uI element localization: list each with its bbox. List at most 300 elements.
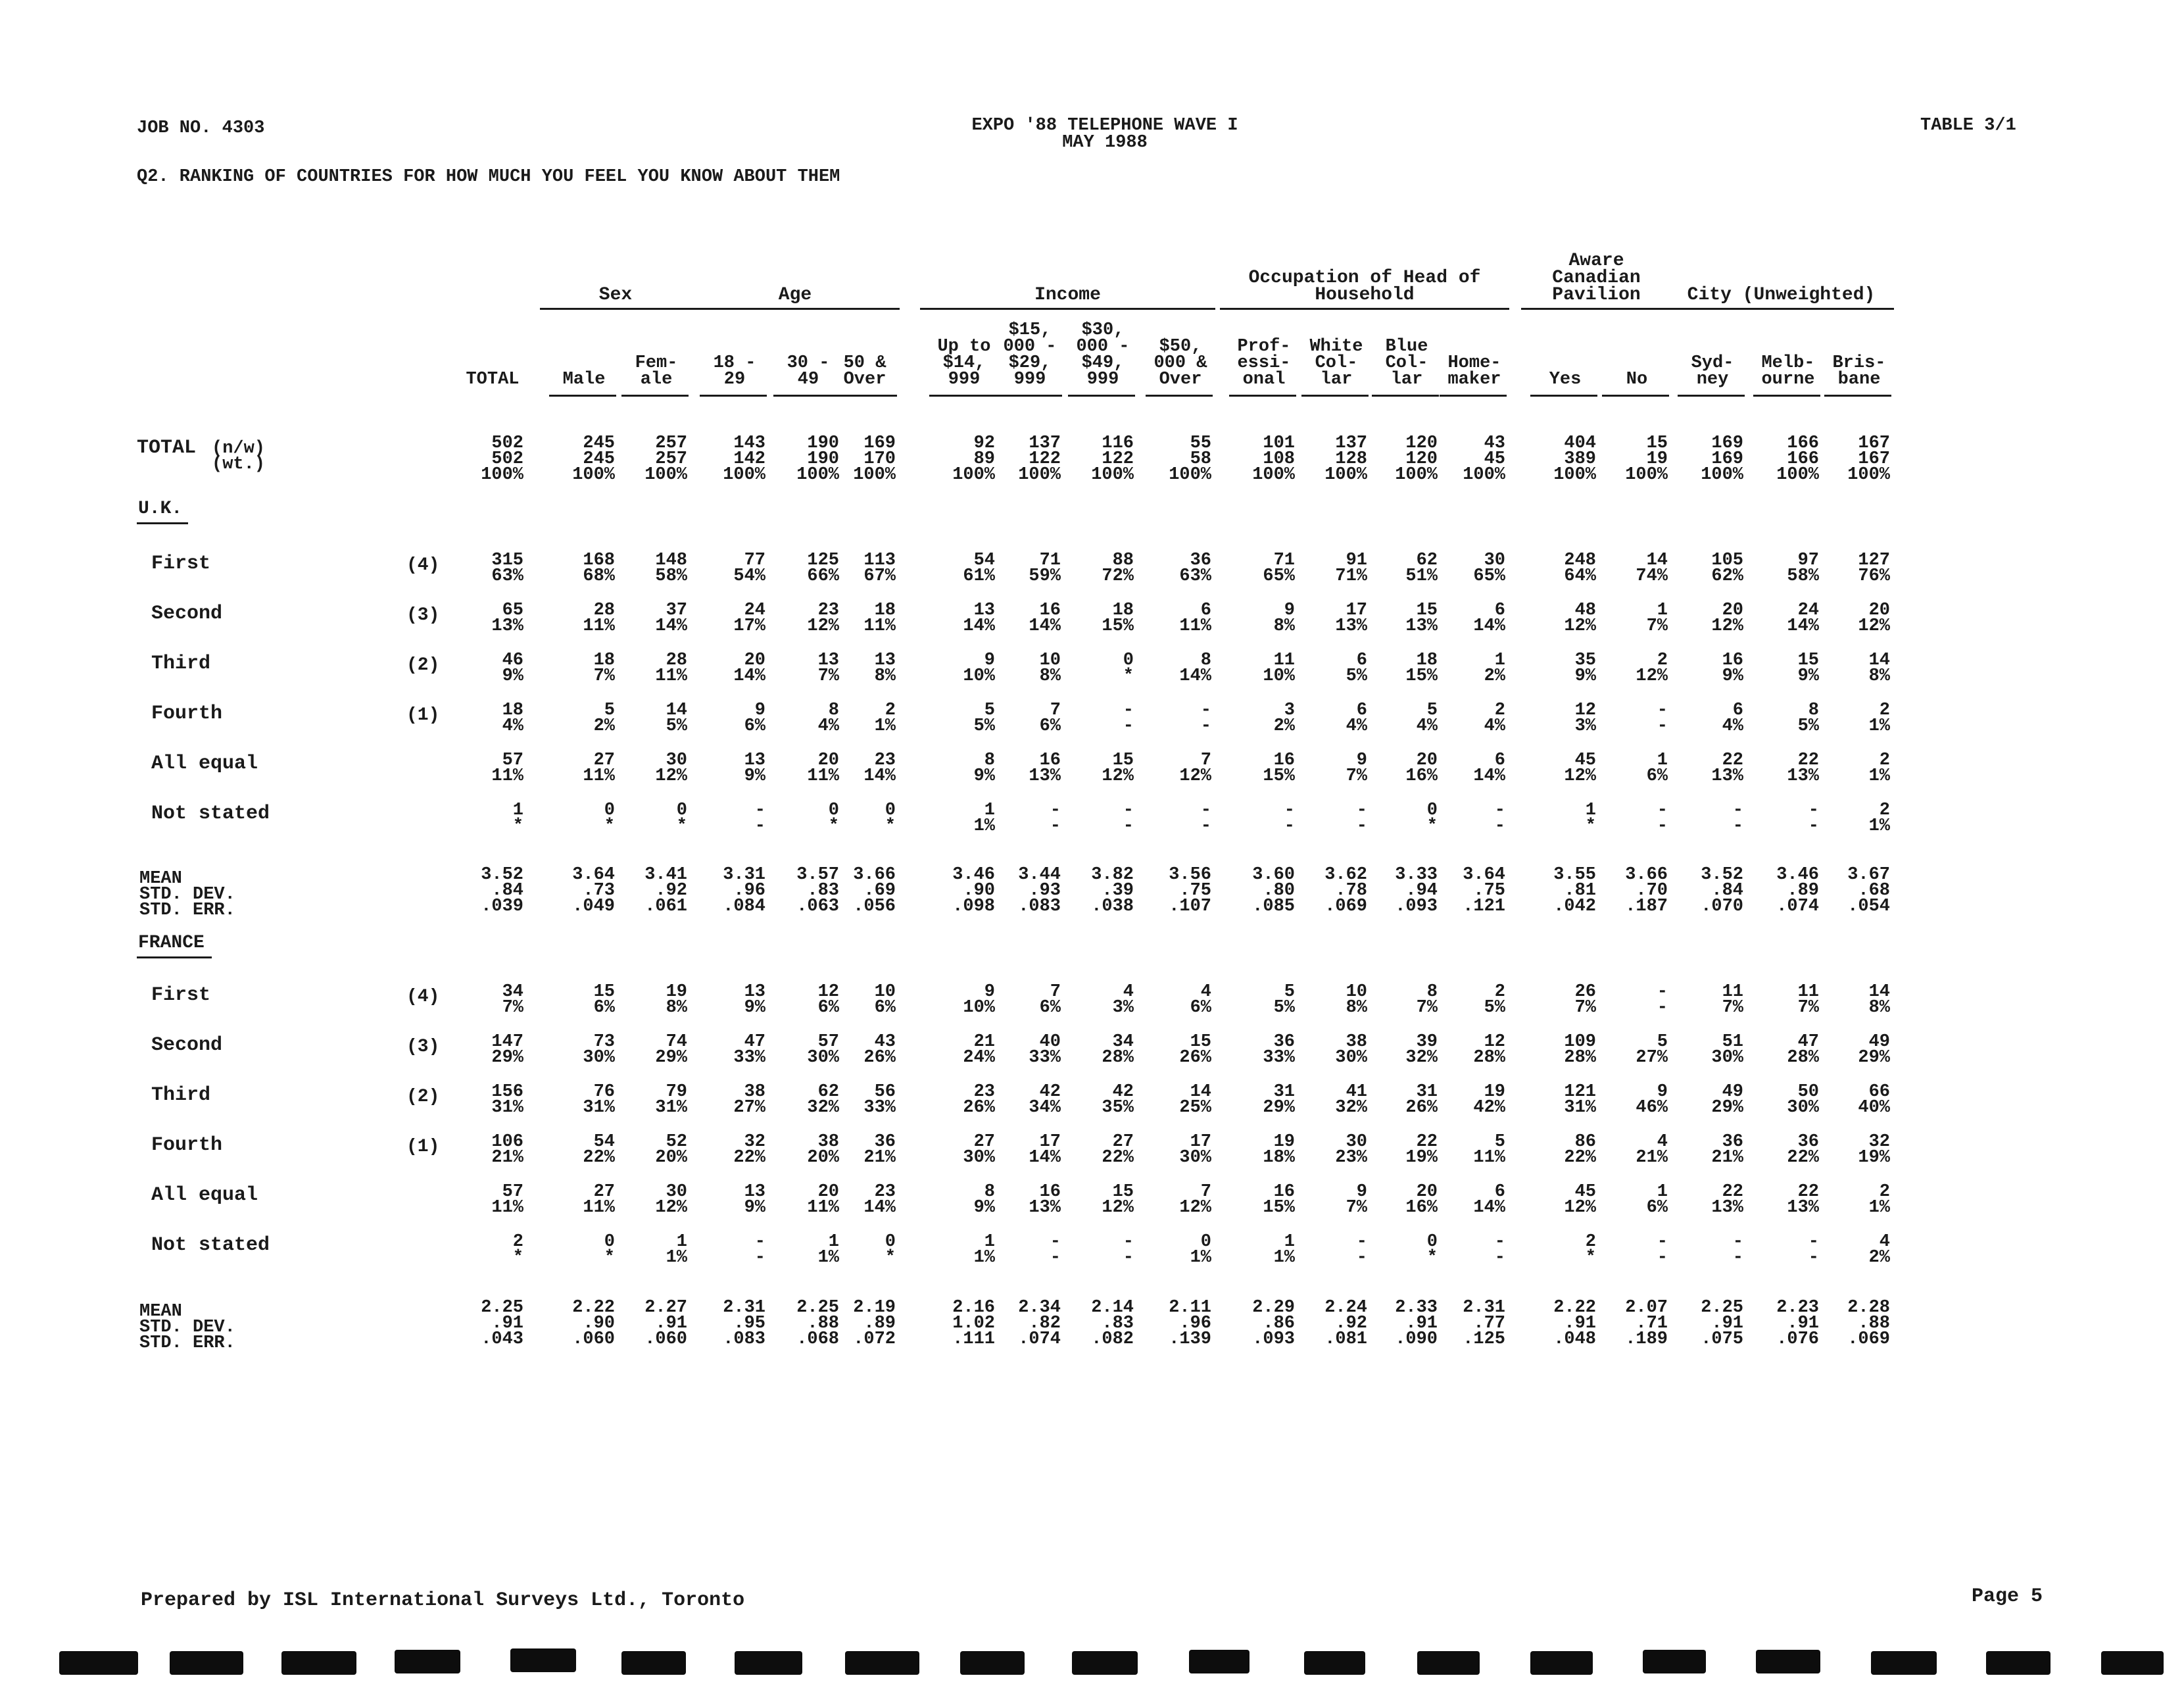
prepared-by: Prepared by ISL International Surveys Ltd., Toronto [141, 1589, 745, 1612]
data-cell: 19 18% [1263, 1132, 1295, 1168]
data-cell: 38 30% [1335, 1032, 1367, 1068]
group-underline [1521, 308, 1672, 310]
data-cell: 121 31% [1564, 1082, 1596, 1118]
column-underline [830, 395, 897, 397]
data-cell: 16 13% [1029, 751, 1061, 786]
column-header: Blue Col- lar [1385, 337, 1428, 389]
data-cell: 7 12% [1179, 751, 1211, 786]
data-cell: 16 14% [1029, 601, 1061, 636]
total-cell: 257 257 100% [644, 433, 687, 485]
data-cell: 49 29% [1711, 1082, 1743, 1118]
data-cell: 28 11% [583, 601, 615, 636]
data-cell: 27 30% [963, 1132, 995, 1168]
stats-cell: 2.25 .88 .068 [796, 1298, 839, 1349]
data-cell: 5 27% [1636, 1032, 1668, 1068]
column-header: TOTAL [466, 370, 520, 389]
data-cell: 4 2% [1868, 1232, 1890, 1268]
data-cell: 1 1% [1273, 1232, 1295, 1268]
data-cell: 106 21% [491, 1132, 523, 1168]
data-cell: 97 58% [1787, 551, 1819, 586]
data-cell: 57 11% [491, 1182, 523, 1218]
row-code: (4) [406, 987, 440, 1007]
data-cell: 9 8% [1273, 601, 1295, 636]
stats-cell: 3.56 .75 .107 [1169, 865, 1211, 916]
data-cell: 7 12% [1179, 1182, 1211, 1218]
sprocket-marks [0, 1645, 2184, 1684]
data-cell: 14 5% [666, 701, 687, 736]
data-cell: 38 27% [733, 1082, 765, 1118]
data-cell: 24 17% [733, 601, 765, 636]
data-cell: 42 34% [1029, 1082, 1061, 1118]
data-cell: 10 8% [1346, 982, 1367, 1018]
data-cell: 51 30% [1711, 1032, 1743, 1068]
total-cell: 143 142 100% [723, 433, 765, 485]
stats-cell: 2.29 .86 .093 [1252, 1298, 1295, 1349]
column-header: Up to $14, 999 [937, 337, 991, 389]
data-cell: 127 76% [1858, 551, 1890, 586]
column-header: $50, 000 & Over [1153, 337, 1207, 389]
data-cell: 30 23% [1335, 1132, 1367, 1168]
total-cell: 116 122 100% [1091, 433, 1134, 485]
data-cell: - - [1200, 701, 1211, 736]
data-cell: 7 6% [1039, 701, 1061, 736]
total-cell: 190 190 100% [796, 433, 839, 485]
data-cell: 54 61% [963, 551, 995, 586]
row-label: Not stated [151, 803, 270, 825]
data-cell: 65 13% [491, 601, 523, 636]
stats-cell: 3.62 .78 .069 [1324, 865, 1367, 916]
data-cell: 77 54% [733, 551, 765, 586]
row-code: (2) [406, 1087, 440, 1107]
data-cell: 30 12% [655, 1182, 687, 1218]
column-underline [549, 395, 616, 397]
row-label: All equal [151, 1184, 258, 1206]
data-cell: 4 21% [1636, 1132, 1668, 1168]
page-number: Page 5 [1972, 1585, 2043, 1608]
group-header: Occupation of Head of Household [1248, 268, 1481, 305]
data-cell: 5 11% [1473, 1132, 1505, 1168]
data-cell: 18 15% [1405, 651, 1438, 686]
data-cell: 5 2% [593, 701, 615, 736]
data-cell: 36 21% [1711, 1132, 1743, 1168]
data-cell: - - [1732, 801, 1743, 836]
data-cell: 36 21% [863, 1132, 896, 1168]
row-code: (1) [406, 1137, 440, 1157]
stats-cell: 2.22 .90 .060 [572, 1298, 615, 1349]
stats-cell: 2.31 .77 .125 [1463, 1298, 1505, 1349]
data-cell: 2 5% [1484, 982, 1505, 1018]
column-header: Home- maker [1447, 353, 1501, 389]
group-underline [540, 308, 691, 310]
data-cell: 20 12% [1711, 601, 1743, 636]
data-cell: 147 29% [491, 1032, 523, 1068]
data-cell: - - [1494, 1232, 1505, 1268]
data-cell: - - [1808, 1232, 1819, 1268]
data-cell: 105 62% [1711, 551, 1743, 586]
data-cell: 11 7% [1797, 982, 1819, 1018]
data-cell: 48 12% [1564, 601, 1596, 636]
stats-cell: 3.66 .70 .187 [1625, 865, 1668, 916]
total-cell: 502 502 100% [481, 433, 523, 485]
data-cell: 62 51% [1405, 551, 1438, 586]
total-cell: 92 89 100% [952, 433, 995, 485]
data-cell: 23 26% [963, 1082, 995, 1118]
data-cell: 71 59% [1029, 551, 1061, 586]
column-underline [700, 395, 767, 397]
stats-cell: 3.41 .92 .061 [644, 865, 687, 916]
total-cell: 101 108 100% [1252, 433, 1295, 485]
data-cell: - - [1657, 982, 1668, 1018]
stats-cell: 3.55 .81 .042 [1553, 865, 1596, 916]
data-cell: 125 66% [807, 551, 839, 586]
data-cell: 18 4% [502, 701, 523, 736]
column-underline [1678, 395, 1745, 397]
stats-cell: 3.64 .75 .121 [1463, 865, 1505, 916]
data-cell: 15 13% [1405, 601, 1438, 636]
column-header: 30 - 49 [787, 353, 830, 389]
group-header: Income [1034, 285, 1101, 305]
data-cell: 79 31% [655, 1082, 687, 1118]
stats-cell: 2.31 .95 .083 [723, 1298, 765, 1349]
data-cell: 52 20% [655, 1132, 687, 1168]
stats-labels: MEAN STD. DEV. STD. ERR. [139, 869, 235, 920]
section-underline [137, 522, 188, 524]
data-cell: 34 28% [1102, 1032, 1134, 1068]
report-date: MAY 1988 [1062, 133, 1148, 153]
data-cell: 27 11% [583, 751, 615, 786]
stats-cell: 2.07 .71 .189 [1625, 1298, 1668, 1349]
data-cell: 8 14% [1179, 651, 1211, 686]
data-cell: 4 3% [1112, 982, 1134, 1018]
data-cell: 6 11% [1179, 601, 1211, 636]
stats-cell: 3.67 .68 .054 [1847, 865, 1890, 916]
data-cell: 57 11% [491, 751, 523, 786]
total-label: TOTAL [137, 437, 197, 459]
column-underline [621, 395, 689, 397]
data-cell: 1 7% [1646, 601, 1668, 636]
data-cell: - - [1050, 801, 1061, 836]
data-cell: - - [1123, 701, 1134, 736]
data-cell: 40 33% [1029, 1032, 1061, 1068]
total-cell: 137 122 100% [1018, 433, 1061, 485]
data-cell: 12 3% [1574, 701, 1596, 736]
data-cell: 0 * [885, 801, 896, 836]
data-cell: 22 13% [1711, 751, 1743, 786]
stats-cell: 3.33 .94 .093 [1395, 865, 1438, 916]
data-cell: 56 33% [863, 1082, 896, 1118]
data-cell: 1 6% [1646, 751, 1668, 786]
section-title: FRANCE [138, 933, 205, 953]
data-cell: 10 6% [874, 982, 896, 1018]
data-cell: 7 6% [1039, 982, 1061, 1018]
data-cell: 0 * [676, 801, 687, 836]
data-cell: 113 67% [863, 551, 896, 586]
data-cell: - - [1050, 1232, 1061, 1268]
data-cell: 9 7% [1346, 751, 1367, 786]
data-cell: - - [1123, 801, 1134, 836]
total-cell: 167 167 100% [1847, 433, 1890, 485]
data-cell: 34 7% [502, 982, 523, 1018]
data-cell: - - [1123, 1232, 1134, 1268]
column-underline [1440, 395, 1507, 397]
data-cell: 2 * [512, 1232, 523, 1268]
data-cell: 18 7% [593, 651, 615, 686]
data-cell: 14 25% [1179, 1082, 1211, 1118]
data-cell: 6 14% [1473, 1182, 1505, 1218]
data-cell: - - [754, 1232, 765, 1268]
data-cell: 20 16% [1405, 1182, 1438, 1218]
stats-cell: 3.52 .84 .039 [481, 865, 523, 916]
data-cell: 2 1% [1868, 801, 1890, 836]
job-number: JOB NO. 4303 [137, 118, 265, 138]
data-cell: 57 30% [807, 1032, 839, 1068]
column-header: $15, 000 - $29, 999 [1003, 320, 1057, 389]
data-cell: 1 * [1585, 801, 1596, 836]
section-underline [137, 956, 212, 958]
data-cell: 2 1% [874, 701, 896, 736]
data-cell: 15 6% [593, 982, 615, 1018]
column-underline [1146, 395, 1213, 397]
data-cell: 14 74% [1636, 551, 1668, 586]
data-cell: 24 14% [1787, 601, 1819, 636]
section-title: U.K. [138, 499, 183, 519]
data-cell: 86 22% [1564, 1132, 1596, 1168]
data-cell: 9 10% [963, 982, 995, 1018]
total-cell: 120 120 100% [1395, 433, 1438, 485]
group-underline [1668, 308, 1894, 310]
row-label: Third [151, 1084, 211, 1106]
data-cell: 35 9% [1574, 651, 1596, 686]
row-code: (3) [406, 605, 440, 626]
data-cell: 62 32% [807, 1082, 839, 1118]
data-cell: 13 7% [817, 651, 839, 686]
total-cell: 169 169 100% [1701, 433, 1743, 485]
data-cell: 1 1% [666, 1232, 687, 1268]
data-cell: 0 * [1426, 1232, 1438, 1268]
data-cell: 76 31% [583, 1082, 615, 1118]
data-cell: - - [1356, 801, 1367, 836]
data-cell: 23 12% [807, 601, 839, 636]
total-cell: 404 389 100% [1553, 433, 1596, 485]
total-cell: 166 166 100% [1776, 433, 1819, 485]
total-cell: 43 45 100% [1463, 433, 1505, 485]
data-cell: 45 12% [1564, 751, 1596, 786]
data-cell: 1 2% [1484, 651, 1505, 686]
data-cell: 47 28% [1787, 1032, 1819, 1068]
data-cell: 15 12% [1102, 1182, 1134, 1218]
data-cell: 23 14% [863, 751, 896, 786]
data-cell: 20 14% [733, 651, 765, 686]
data-cell: 0 * [1426, 801, 1438, 836]
column-header: Yes [1549, 370, 1582, 389]
data-cell: 18 15% [1102, 601, 1134, 636]
data-cell: 11 10% [1263, 651, 1295, 686]
stats-cell: 3.46 .89 .074 [1776, 865, 1819, 916]
data-cell: 16 9% [1722, 651, 1743, 686]
stats-cell: 2.33 .91 .090 [1395, 1298, 1438, 1349]
column-header: 50 & Over [843, 353, 886, 389]
data-cell: 168 68% [583, 551, 615, 586]
group-header: Aware Canadian Pavilion [1552, 251, 1641, 305]
column-underline [995, 395, 1062, 397]
data-cell: 20 11% [807, 751, 839, 786]
stats-cell: 2.16 1.02 .111 [952, 1298, 995, 1349]
data-cell: - - [1657, 801, 1668, 836]
column-underline [1753, 395, 1820, 397]
row-label: Fourth [151, 1134, 223, 1156]
data-cell: 36 63% [1179, 551, 1211, 586]
row-label: Fourth [151, 703, 223, 725]
data-cell: 0 * [1123, 651, 1134, 686]
data-cell: 148 58% [655, 551, 687, 586]
data-cell: 13 9% [744, 982, 765, 1018]
data-cell: 32 19% [1858, 1132, 1890, 1168]
data-cell: 17 13% [1335, 601, 1367, 636]
group-header: Age [778, 285, 812, 305]
column-header: Prof- essi- onal [1237, 337, 1291, 389]
data-cell: 0 * [885, 1232, 896, 1268]
data-cell: 27 22% [1102, 1132, 1134, 1168]
stats-cell: 3.52 .84 .070 [1701, 865, 1743, 916]
data-cell: 6 4% [1722, 701, 1743, 736]
row-label: All equal [151, 753, 258, 775]
data-cell: 13 14% [963, 601, 995, 636]
data-cell: 9 10% [963, 651, 995, 686]
data-cell: 39 32% [1405, 1032, 1438, 1068]
column-header: No [1626, 370, 1648, 389]
data-cell: 66 40% [1858, 1082, 1890, 1118]
data-cell: 315 63% [491, 551, 523, 586]
data-cell: 9 7% [1346, 1182, 1367, 1218]
data-cell: 17 14% [1029, 1132, 1061, 1168]
group-header: City (Unweighted) [1687, 285, 1876, 305]
data-cell: 14 8% [1868, 982, 1890, 1018]
row-code: (1) [406, 705, 440, 726]
data-cell: 2 4% [1484, 701, 1505, 736]
data-cell: 26 7% [1574, 982, 1596, 1018]
column-header: Bris- bane [1832, 353, 1886, 389]
group-header: Sex [598, 285, 633, 305]
data-cell: 109 28% [1564, 1032, 1596, 1068]
data-cell: 8 9% [973, 751, 995, 786]
data-cell: - - [1200, 801, 1211, 836]
data-cell: 38 20% [807, 1132, 839, 1168]
data-cell: 36 33% [1263, 1032, 1295, 1068]
data-cell: 20 16% [1405, 751, 1438, 786]
data-cell: 43 26% [863, 1032, 896, 1068]
data-cell: - - [1732, 1232, 1743, 1268]
group-underline [691, 308, 900, 310]
data-cell: 2 12% [1636, 651, 1668, 686]
data-cell: 10 8% [1039, 651, 1061, 686]
data-cell: 3 2% [1273, 701, 1295, 736]
data-cell: 18 11% [863, 601, 896, 636]
data-cell: 50 30% [1787, 1082, 1819, 1118]
data-cell: 8 9% [973, 1182, 995, 1218]
column-underline [1068, 395, 1135, 397]
column-header: $30, 000 - $49, 999 [1076, 320, 1130, 389]
row-code: (3) [406, 1037, 440, 1057]
data-cell: 30 12% [655, 751, 687, 786]
data-cell: 12 6% [817, 982, 839, 1018]
data-cell: 6 5% [1346, 651, 1367, 686]
data-cell: 45 12% [1564, 1182, 1596, 1218]
data-cell: 71 65% [1263, 551, 1295, 586]
column-header: Melb- ourne [1761, 353, 1815, 389]
data-cell: 74 29% [655, 1032, 687, 1068]
data-cell: - - [1657, 701, 1668, 736]
data-cell: 88 72% [1102, 551, 1134, 586]
column-underline [929, 395, 996, 397]
data-cell: 73 30% [583, 1032, 615, 1068]
report-title: EXPO '88 TELEPHONE WAVE I [971, 116, 1238, 136]
data-cell: 13 9% [744, 751, 765, 786]
data-cell: 22 13% [1787, 1182, 1819, 1218]
stats-cell: 3.60 .80 .085 [1252, 865, 1295, 916]
data-cell: 5 5% [1273, 982, 1295, 1018]
data-cell: 0 * [828, 801, 839, 836]
data-cell: 41 32% [1335, 1082, 1367, 1118]
stats-cell: 2.25 .91 .043 [481, 1298, 523, 1349]
column-header: Syd- ney [1691, 353, 1734, 389]
data-cell: 20 11% [807, 1182, 839, 1218]
data-cell: 20 12% [1858, 601, 1890, 636]
data-cell: 1 1% [817, 1232, 839, 1268]
data-cell: 4 6% [1190, 982, 1211, 1018]
total-sublabel: (n/w) (wt.) [212, 439, 266, 474]
total-cell: 169 170 100% [853, 433, 896, 485]
data-cell: 47 33% [733, 1032, 765, 1068]
stats-cell: 2.11 .96 .139 [1169, 1298, 1211, 1349]
data-cell: 42 35% [1102, 1082, 1134, 1118]
stats-cell: 2.34 .82 .074 [1018, 1298, 1061, 1349]
data-cell: 30 65% [1473, 551, 1505, 586]
data-cell: 2 1% [1868, 701, 1890, 736]
data-cell: 2 1% [1868, 751, 1890, 786]
total-cell: 245 245 100% [572, 433, 615, 485]
row-code: (4) [406, 555, 440, 576]
data-cell: 14 8% [1868, 651, 1890, 686]
stats-cell: 2.25 .91 .075 [1701, 1298, 1743, 1349]
data-cell: 6 14% [1473, 601, 1505, 636]
data-cell: 8 5% [1797, 701, 1819, 736]
stats-cell: 2.23 .91 .076 [1776, 1298, 1819, 1349]
total-cell: 137 128 100% [1324, 433, 1367, 485]
stats-cell: 3.31 .96 .084 [723, 865, 765, 916]
data-cell: 22 13% [1711, 1182, 1743, 1218]
row-label: Second [151, 603, 223, 625]
stats-cell: 3.57 .83 .063 [796, 865, 839, 916]
data-cell: 9 6% [744, 701, 765, 736]
stats-cell: 2.14 .83 .082 [1091, 1298, 1134, 1349]
question-text: Q2. RANKING OF COUNTRIES FOR HOW MUCH YOU FEEL YOU KNOW ABOUT THEM [137, 167, 840, 187]
stats-cell: 2.19 .89 .072 [853, 1298, 896, 1349]
data-cell: 9 46% [1636, 1082, 1668, 1118]
row-label: Second [151, 1034, 223, 1056]
data-cell: 16 15% [1263, 1182, 1295, 1218]
stats-cell: 3.64 .73 .049 [572, 865, 615, 916]
data-cell: 5 5% [973, 701, 995, 736]
table-number: TABLE 3/1 [1920, 116, 2016, 136]
data-cell: 2 1% [1868, 1182, 1890, 1218]
column-header: Male [562, 370, 606, 389]
data-cell: 23 14% [863, 1182, 896, 1218]
stats-cell: 2.27 .91 .060 [644, 1298, 687, 1349]
data-cell: 22 13% [1787, 751, 1819, 786]
data-cell: 13 8% [874, 651, 896, 686]
data-cell: 91 71% [1335, 551, 1367, 586]
data-cell: - - [1808, 801, 1819, 836]
